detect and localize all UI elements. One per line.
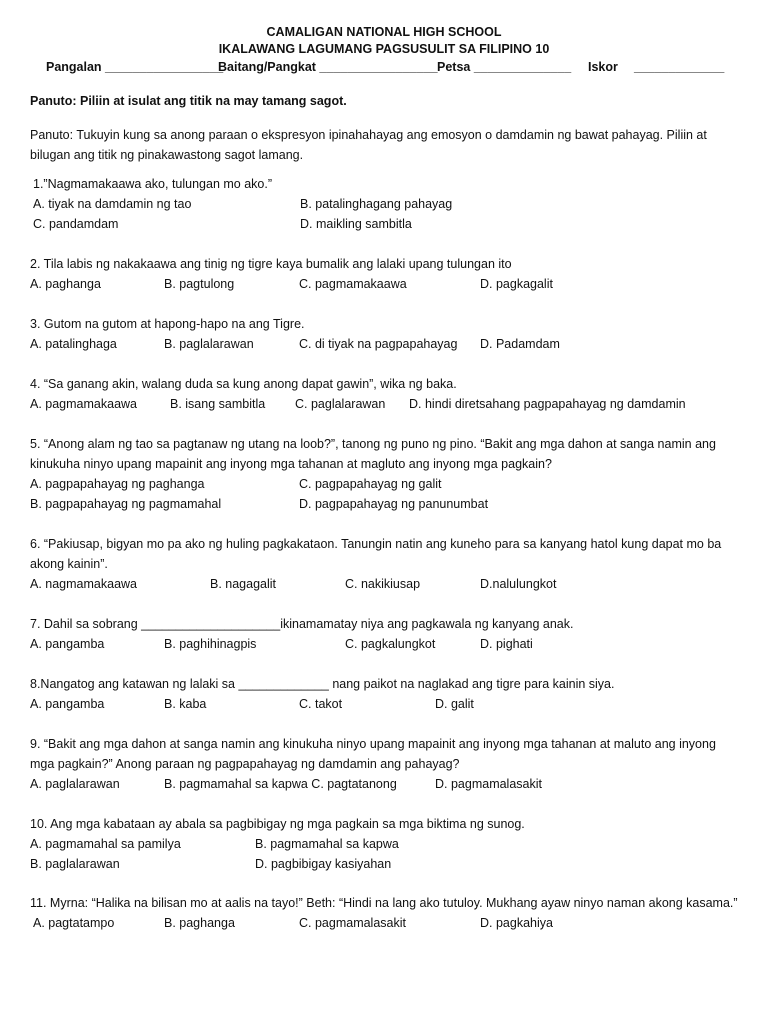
name-field: Pangalan _________________ (46, 60, 224, 74)
question-4 (30, 374, 740, 414)
choice-row (30, 634, 740, 654)
choice-row (30, 854, 740, 874)
answer-choice: A. pagmamahal sa pamilya (30, 837, 181, 851)
answer-choice: A. patalinghaga (30, 337, 117, 351)
answer-choice: B. paglalarawan (30, 857, 120, 871)
answer-choice: B. pagmamahal sa kapwa C. pagtatanong (164, 777, 397, 791)
answer-choice: B. pagmamahal sa kapwa (255, 837, 399, 851)
choice-row (30, 214, 740, 234)
question-2 (30, 254, 740, 294)
answer-choice: D. pagbibigay kasiyahan (255, 857, 392, 871)
question-stem: 2. Tila labis ng nakakaawa ang tinig ng tigre kaya bumalik ang lalaki upang tulungan ito (30, 257, 512, 271)
choice-row (30, 694, 740, 714)
choice-row (30, 913, 740, 933)
answer-choice: D. pagkahiya (480, 916, 553, 930)
choice-row (30, 334, 740, 354)
date-field: Petsa ______________ (437, 60, 572, 74)
answer-choice: D. pagpapahayag ng panunumbat (299, 497, 489, 511)
question-3 (30, 314, 740, 354)
answer-choice: C. pagkalungkot (345, 637, 436, 651)
answer-choice: D. pighati (480, 637, 533, 651)
answer-choice: C. pandamdam (33, 217, 119, 231)
answer-choice: A. pagpapahayag ng paghanga (30, 477, 205, 491)
question-stem: 8.Nangatog ang katawan ng lalaki sa _____________ nang paikot na naglakad ang tigre para kainin siya. (30, 677, 615, 691)
choice-row (30, 474, 740, 494)
score-blank: _____________ (634, 60, 725, 74)
answer-choice: D. pagmamalasakit (435, 777, 542, 791)
choice-row (30, 774, 740, 794)
question-11 (30, 893, 740, 933)
score-label: Iskor (588, 60, 618, 74)
answer-choice: B. paghanga (164, 916, 235, 930)
question-stem: 1.”Nagmamakaawa ako, tulungan mo ako.” (33, 177, 273, 191)
answer-choice: B. kaba (164, 697, 207, 711)
exam-title: IKALAWANG LAGUMANG PAGSUSULIT SA FILIPINO 10 (218, 42, 550, 56)
answer-choice: A. pagmamakaawa (30, 397, 138, 411)
question-stem: 6. “Pakiusap, bigyan mo pa ako ng huling pagkakataon. Tanungin natin ang kuneho para sa kanyang hatol kung dapat mo ba akong kainin”. (30, 537, 722, 571)
answer-choice: B. isang sambitla (170, 397, 266, 411)
answer-choice: D.nalulungkot (480, 577, 557, 591)
answer-choice: C. pagmamakaawa (299, 277, 407, 291)
choice-row (30, 494, 740, 514)
question-5 (30, 434, 740, 514)
question-stem: 11. Myrna: “Halika na bilisan mo at aalis na tayo!” Beth: “Hindi na lang ako tutuloy. Mukhang ayaw ninyo naman akong kasama.” (30, 896, 738, 910)
question-6 (30, 534, 740, 594)
answer-choice: A. pangamba (30, 637, 105, 651)
answer-choice: A. pagtatampo (33, 916, 115, 930)
answer-choice: D. galit (435, 697, 474, 711)
answer-choice: C. di tiyak na pagpapahayag (299, 337, 458, 351)
answer-choice: D. Padamdam (480, 337, 560, 351)
answer-choice: A. paglalarawan (30, 777, 120, 791)
choice-row (30, 394, 740, 414)
question-stem: 10. Ang mga kabataan ay abala sa pagbibigay ng mga pagkain sa mga biktima ng sunog. (30, 817, 525, 831)
answer-choice: B. pagtulong (164, 277, 235, 291)
question-1 (30, 174, 740, 234)
answer-choice: B. nagagalit (210, 577, 277, 591)
question-9 (30, 734, 740, 794)
answer-choice: C. paglalarawan (295, 397, 386, 411)
answer-choice: C. takot (299, 697, 343, 711)
choice-row (30, 274, 740, 294)
question-stem: 9. “Bakit ang mga dahon at sanga namin ang kinukuha ninyo upang mapainit ang inyong mga tahanan at maluto ang inyong mga pagkain?” Anong paraan ng pagpapahayag ng damdamin ang pahayag? (30, 737, 716, 771)
choice-row (30, 834, 740, 854)
answer-choice: A. tiyak na damdamin ng tao (33, 197, 192, 211)
answer-choice: D. hindi diretsahang pagpapahayag ng damdamin (409, 397, 686, 411)
answer-choice: B. pagpapahayag ng pagmamahal (30, 497, 222, 511)
detail-instruction: Panuto: Tukuyin kung sa anong paraan o ekspresyon ipinahahayag ang emosyon o damdamin ng bawat pahayag. Piliin at bilugan ang titik ng pinakawastong sagot lamang. (30, 128, 707, 162)
school-name: CAMALIGAN NATIONAL HIGH SCHOOL (266, 25, 502, 39)
question-stem: 7. Dahil sa sobrang ____________________ikinamamatay niya ang pagkawala ng kanyang anak. (30, 617, 574, 631)
answer-choice: B. patalinghagang pahayag (300, 197, 453, 211)
answer-choice: D. maikling sambitla (300, 217, 412, 231)
answer-choice: D. pagkagalit (480, 277, 553, 291)
answer-choice: A. nagmamakaawa (30, 577, 138, 591)
choice-row (30, 574, 740, 594)
choice-row (30, 194, 740, 214)
question-stem: 4. “Sa ganang akin, walang duda sa kung anong dapat gawin”, wika ng baka. (30, 377, 457, 391)
main-instruction: Panuto: Piliin at isulat ang titik na may tamang sagot. (30, 94, 347, 108)
answer-choice: B. paghihinagpis (164, 637, 257, 651)
answer-choice: C. pagmamalasakit (299, 916, 406, 930)
question-stem: 3. Gutom na gutom at hapong-hapo na ang Tigre. (30, 317, 305, 331)
question-7 (30, 614, 740, 654)
question-8 (30, 674, 740, 714)
question-stem: 5. “Anong alam ng tao sa pagtanaw ng utang na loob?”, tanong ng puno ng pino. “Bakit ang mga dahon at sanga namin ang kinukuha ninyo upang mapainit ang inyong mga tahanan at magluto ang inyong mga pagkain? (30, 437, 716, 471)
question-10 (30, 814, 740, 874)
answer-choice: A. paghanga (30, 277, 101, 291)
answer-choice: C. pagpapahayag ng galit (299, 477, 442, 491)
answer-choice: B. paglalarawan (164, 337, 254, 351)
answer-choice: A. pangamba (30, 697, 105, 711)
section-field: Baitang/Pangkat _________________ (218, 60, 438, 74)
answer-choice: C. nakikiusap (345, 577, 421, 591)
